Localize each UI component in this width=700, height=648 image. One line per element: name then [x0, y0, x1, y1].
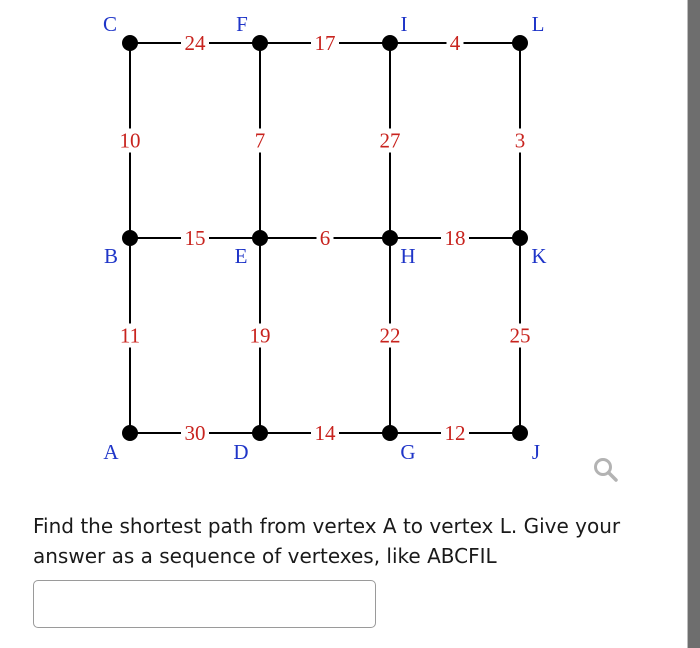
edge-weight-ed: 19	[249, 323, 271, 348]
edge-weight-gj: 12	[444, 421, 466, 445]
edge-weight-fi: 17	[314, 31, 336, 55]
vertex-l	[512, 35, 528, 51]
window-right-border	[687, 0, 700, 648]
vertex-h	[382, 230, 398, 246]
vertex-g	[382, 425, 398, 441]
vertex-a	[122, 425, 138, 441]
edge-weight-cb: 10	[119, 128, 141, 153]
answer-input[interactable]	[33, 580, 376, 628]
edge-weight-hk: 18	[444, 226, 466, 250]
edge-weight-il: 4	[449, 31, 461, 55]
vertex-c	[122, 35, 138, 51]
vertex-label-k: K	[531, 244, 547, 268]
question-text: Find the shortest path from vertex A to vertex L. Give your answer as a sequence of vertexes, like ABCFIL	[33, 514, 621, 568]
vertex-label-b: B	[103, 244, 119, 268]
edge-weight-hg: 22	[379, 323, 401, 348]
vertex-label-l: L	[531, 12, 545, 36]
vertex-d	[252, 425, 268, 441]
vertex-label-e: E	[234, 244, 248, 268]
vertex-f	[252, 35, 268, 51]
vertex-j	[512, 425, 528, 441]
edge-weight-lk: 3	[514, 128, 526, 153]
vertex-label-f: F	[236, 12, 248, 36]
vertex-label-c: C	[102, 12, 118, 36]
vertex-label-g: G	[400, 440, 416, 464]
edge-weight-be: 15	[184, 226, 206, 250]
vertex-e	[252, 230, 268, 246]
edge-weight-eh: 6	[319, 226, 331, 250]
vertex-label-j: J	[531, 440, 541, 464]
magnifier-icon[interactable]	[590, 455, 620, 485]
edge-weight-kj: 25	[509, 323, 531, 348]
vertex-b	[122, 230, 138, 246]
vertex-label-d: D	[233, 440, 249, 464]
edge-weight-cf: 24	[184, 31, 206, 55]
edge-weight-fe: 7	[254, 128, 266, 153]
edge-weight-ad: 30	[184, 421, 206, 445]
vertex-label-a: A	[103, 440, 119, 464]
vertex-k	[512, 230, 528, 246]
edge-weight-ba: 11	[119, 323, 141, 348]
vertex-i	[382, 35, 398, 51]
edge-weight-dg: 14	[314, 421, 336, 445]
edge-weight-ih: 27	[379, 128, 401, 153]
vertex-label-h: H	[400, 244, 416, 268]
vertex-label-i: I	[400, 12, 408, 36]
